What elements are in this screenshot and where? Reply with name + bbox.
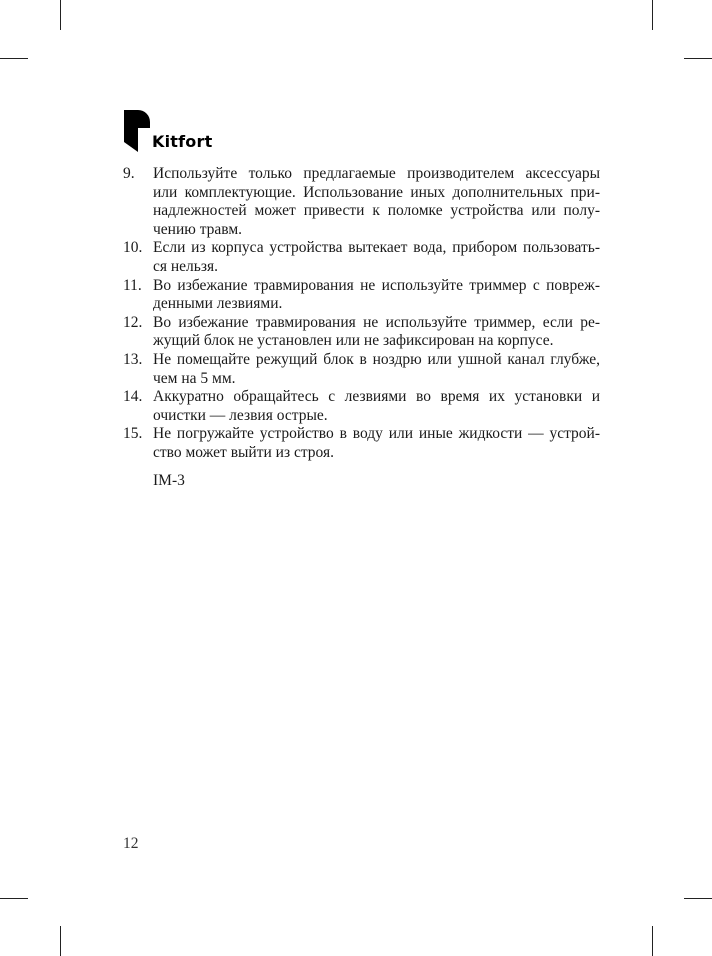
item-text-line: чем на 5 мм. — [153, 369, 236, 387]
item-text-line: или комплектующие. Использование иных дополнительных при- — [153, 183, 600, 201]
item-number: 15. — [123, 425, 143, 443]
list-item — [123, 314, 600, 351]
item-number: 10. — [123, 239, 143, 257]
crop-mark-left-bottom — [0, 898, 28, 899]
item-text-line: очистки — лезвия острые. — [153, 406, 328, 424]
item-text-line: Аккуратно обращайтесь с лезвиями во время их установки и — [153, 388, 600, 406]
item-text-line: Во избежание травмирования не используйте триммер с повреж- — [153, 276, 600, 294]
item-text-line: надлежностей может привести к поломке устройства или полу- — [153, 202, 600, 220]
item-text-line: денными лезвиями. — [153, 295, 283, 313]
crop-mark-bottom-left — [60, 926, 61, 956]
item-text-line: Не помещайте режущий блок в ноздрю или ушной канал глубже, — [153, 350, 600, 368]
kitfort-logo-icon — [124, 110, 150, 152]
safety-instructions-list — [123, 165, 600, 463]
list-item — [123, 277, 600, 314]
item-text-line: Если из корпуса устройства вытекает вода, прибором пользовать- — [153, 239, 600, 257]
crop-mark-bottom-right — [652, 926, 653, 956]
item-text-line: ство может выйти из строя. — [153, 443, 335, 461]
item-number: 13. — [123, 350, 143, 368]
item-text — [153, 314, 600, 351]
item-number: 12. — [123, 313, 143, 331]
item-number: 14. — [123, 388, 143, 406]
item-text-line: Во избежание травмирования не используйте триммер, если ре- — [153, 313, 600, 331]
item-text-line: Не погружайте устройство в воду или иные жидкости — устрой- — [153, 425, 600, 443]
item-text — [153, 277, 600, 314]
item-text — [153, 425, 600, 462]
brand-name: Kitfort — [152, 132, 213, 151]
crop-mark-left-top — [0, 58, 28, 59]
item-text — [153, 239, 600, 276]
item-text-line: Используйте только предлагаемые производителем аксессуары — [153, 165, 600, 182]
crop-mark-top-left — [60, 0, 61, 30]
item-number: 11. — [123, 276, 142, 294]
page-number: 12 — [123, 835, 139, 852]
item-text — [153, 388, 600, 425]
crop-mark-right-bottom — [684, 898, 712, 899]
model-code: IM-3 — [153, 472, 185, 489]
list-item — [123, 425, 600, 462]
item-text-line: ся нельзя. — [153, 257, 218, 275]
item-text-line: жущий блок не установлен или не зафиксирован на корпусе. — [153, 332, 554, 350]
item-text — [153, 165, 600, 239]
item-text-line: чению травм. — [153, 220, 243, 238]
item-text — [153, 351, 600, 388]
list-item — [123, 388, 600, 425]
list-item — [123, 351, 600, 388]
brand-logo — [124, 110, 244, 152]
crop-mark-right-top — [684, 58, 712, 59]
item-number: 9. — [123, 165, 135, 182]
list-item — [123, 239, 600, 276]
list-item — [123, 165, 600, 239]
crop-mark-top-right — [652, 0, 653, 30]
